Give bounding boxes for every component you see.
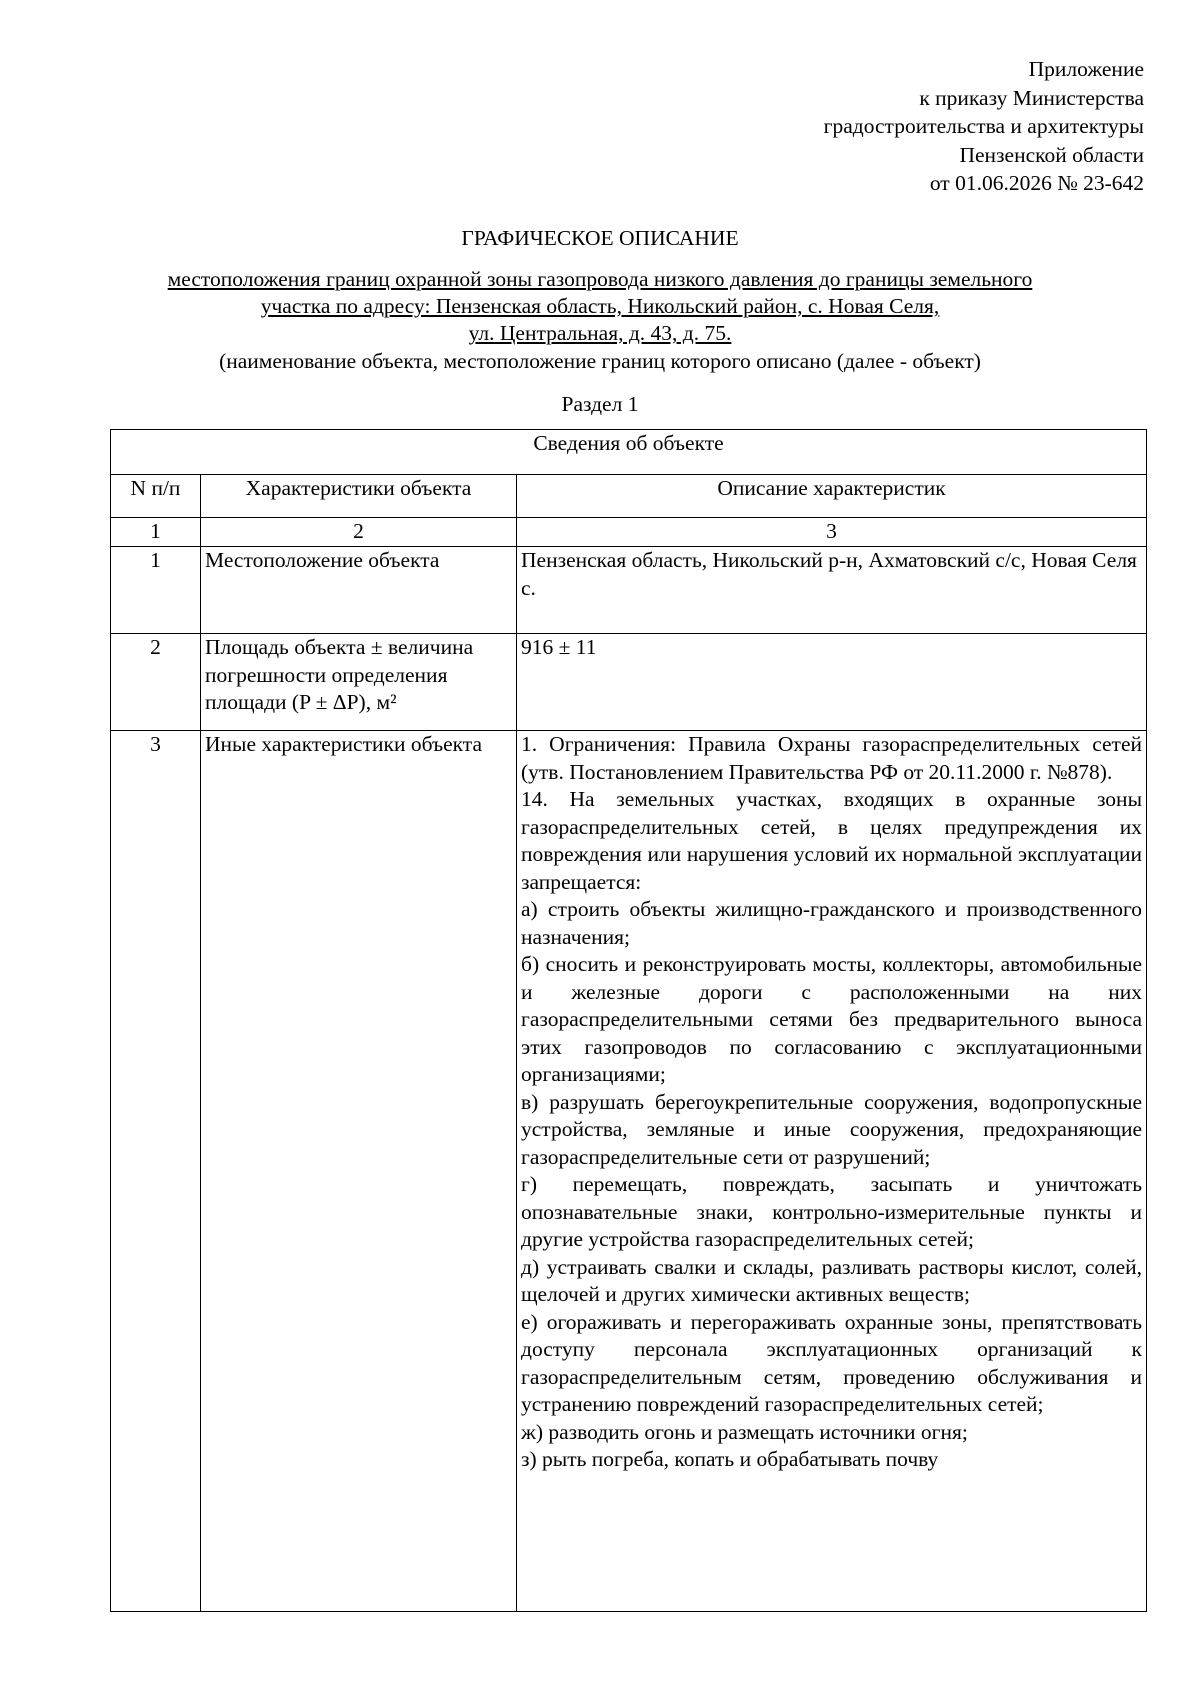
subject-caption: (наименование объекта, местоположение границ которого описано (далее - объект) (219, 349, 981, 373)
appendix-line: от 01.06.2026 № 23-642 (929, 171, 1144, 195)
table-heading-row (111, 430, 1147, 475)
table-header-row (111, 475, 1147, 518)
table-column-numbers-row (111, 518, 1147, 547)
description-paragraph: 1. Ограничения: Правила Охраны газораспределительных сетей (утв. Постановлением Правительства РФ от 20.11.2000 г. №878). (521, 732, 1143, 784)
table-row (111, 731, 1147, 1612)
document-subject (60, 266, 1140, 347)
row-characteristic: Местоположение объекта (201, 547, 517, 634)
appendix-line: градостроительства и архитектуры (823, 114, 1144, 138)
row-description (517, 731, 1147, 1612)
description-paragraph: з) рыть погреба, копать и обрабатывать почву (521, 1447, 939, 1471)
row-characteristic: Площадь объекта ± величина погрешности определения площади (P ± ΔP), м² (201, 634, 517, 731)
document-title: ГРАФИЧЕСКОЕ ОПИСАНИЕ (461, 226, 739, 250)
row-number: 1 (111, 547, 201, 634)
column-number: 1 (111, 518, 201, 547)
row-description (517, 634, 1147, 731)
column-header: Характеристики объекта (201, 475, 517, 518)
object-info-table (110, 429, 1147, 1612)
description-paragraph: б) сносить и реконструировать мосты, коллекторы, автомобильные и железные дороги с расположенными на них газораспределительными сетями без предварительного выноса этих газопроводов по согласованию с эксплуатационными организациями; (521, 952, 1143, 1086)
table-row (111, 547, 1147, 634)
appendix-line: Пензенской области (959, 142, 1144, 167)
appendix-line: Приложение (1028, 57, 1144, 81)
subject-line: местоположения границ охранной зоны газопровода низкого давления до границы земельного (167, 267, 1033, 291)
subject-line: ул. Центральная, д. 43, д. 75. (468, 321, 732, 345)
description-paragraph: д) устраивать свалки и склады, разливать растворы кислот, солей, щелочей и других химически активных веществ; (521, 1254, 1143, 1306)
row-description (517, 547, 1147, 634)
description-paragraph: е) огораживать и перегораживать охранные зоны, препятствовать доступу персонала эксплуатационных организаций к газораспределительным сетям, проведению обслуживания и устранению повреждений газораспределительных сетей; (521, 1309, 1143, 1416)
column-number: 2 (201, 518, 517, 547)
description-paragraph: 916 ± 11 (521, 635, 597, 659)
description-paragraph: Пензенская область, Никольский р-н, Ахматовский с/с, Новая Селя с. (521, 548, 1137, 600)
row-number: 2 (111, 634, 201, 731)
row-number: 3 (111, 731, 201, 1612)
column-number: 3 (517, 518, 1147, 547)
appendix-line: к приказу Министерства (919, 85, 1144, 110)
description-paragraph: а) строить объекты жилищно-гражданского и производственного назначения; (521, 897, 1143, 949)
column-header: N п/п (111, 475, 201, 518)
section-title: Раздел 1 (561, 392, 639, 416)
column-header: Описание характеристик (517, 475, 1147, 518)
row-characteristic: Иные характеристики объекта (201, 731, 517, 1612)
appendix-header (624, 55, 1144, 198)
subject-line: участка по адресу: Пензенская область, Никольский район, с. Новая Селя, (260, 294, 940, 318)
table-heading: Сведения об объекте (111, 430, 1147, 475)
description-paragraph: в) разрушать берегоукрепительные сооружения, водопропускные устройства, земляные и иные сооружения, предохраняющие газораспределительные сети от разрушений; (521, 1089, 1143, 1169)
description-paragraph: ж) разводить огонь и размещать источники огня; (521, 1419, 968, 1444)
description-paragraph: г) перемещать, повреждать, засыпать и уничтожать опознавательные знаки, контрольно-измерительные пункты и другие устройства газораспределительных сетей; (521, 1172, 1143, 1251)
description-paragraph: 14. На земельных участках, входящих в охранные зоны газораспределительных сетей, в целях предупреждения их повреждения или нарушения условий их нормальной эксплуатации запрещается: (521, 787, 1143, 894)
table-row (111, 634, 1147, 731)
